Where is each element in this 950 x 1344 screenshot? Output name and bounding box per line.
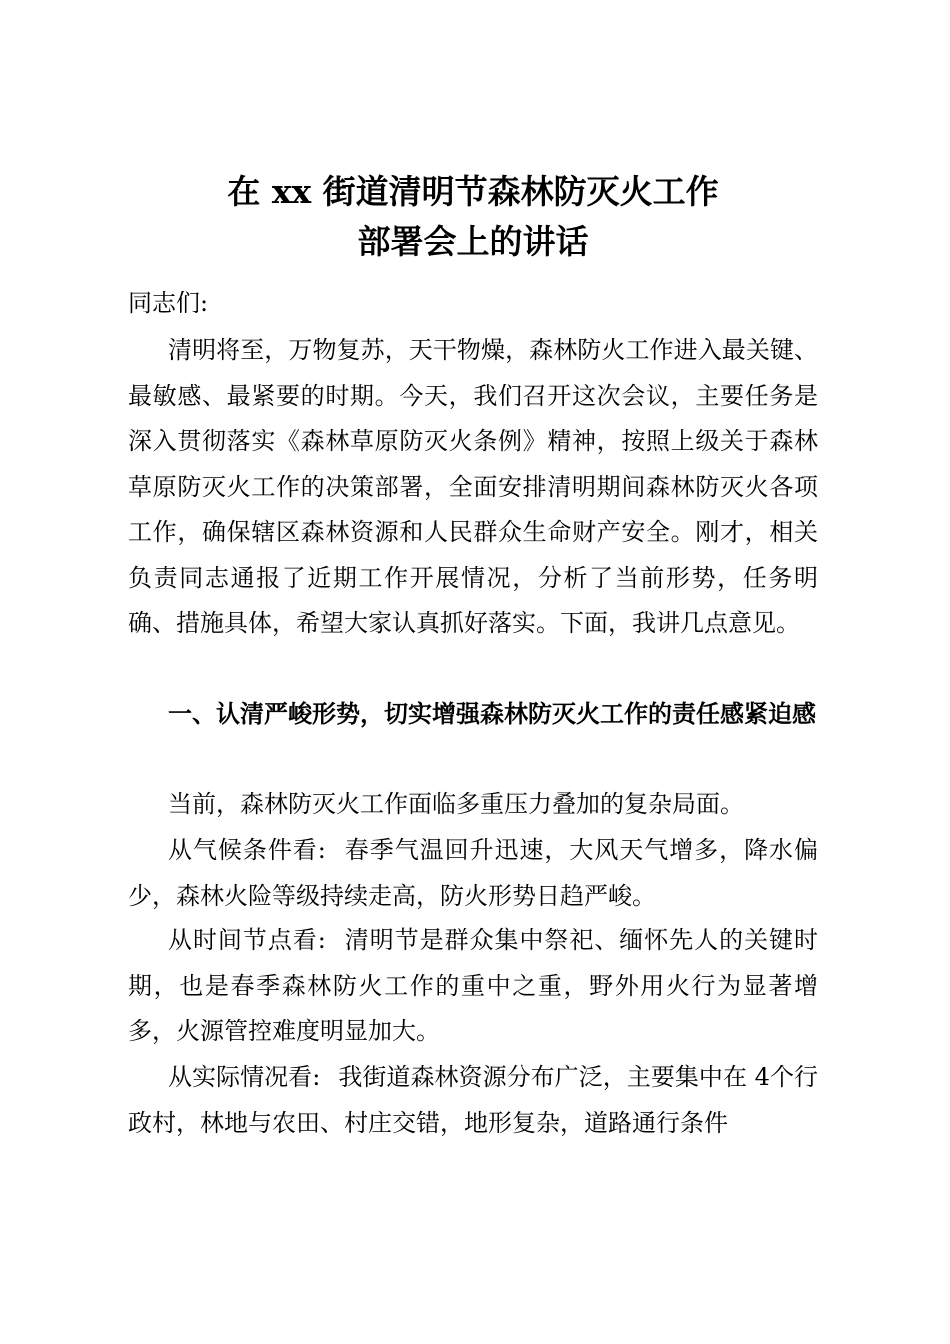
- reality-label: 从实际情况看:: [168, 1063, 321, 1091]
- section1-lead-paragraph: 当前，森林防灭火工作面临多重压力叠加的复杂局面。: [168, 790, 744, 818]
- reality-text: 我街道森林资源分布广泛，主要集中在 4个行政村，林地与农田、村庄交错，地形复杂，道路通行条件: [128, 1063, 818, 1137]
- document-title-line2: 部署会上的讲话: [357, 222, 589, 261]
- intro-paragraph: 清明将至，万物复苏，天干物燥，森林防火工作进入最关键、最敏感、最紧要的时期。今天，我们召开这次会议，主要任务是深入贯彻落实《森林草原防灭火条例》精神，按照上级关于森林草原防灭火工作的决策部署，全面安排清明期间森林防灭火各项工作，确保辖区森林资源和人民群众生命财产安全。刚才，相关负责同志通报了近期工作开展情况，分析了当前形势，任务明确、措施具体，希望大家认真抓好落实。下面，我讲几点意见。: [128, 336, 818, 637]
- climate-text: 春季气温回升迅速，大风天气增多，降水偏少，森林火险等级持续走高，防火形势日趋严峻。: [128, 836, 818, 910]
- salutation: 同志们:: [128, 289, 209, 317]
- timing-paragraph: [128, 918, 818, 1055]
- timing-label: 从时间节点看:: [168, 926, 326, 954]
- climate-label: 从气候条件看:: [168, 836, 326, 864]
- document-title-line1: 在 xx 街道清明节森林防灭火工作: [227, 172, 719, 211]
- section1-heading: 一、认清严峻形势，切实增强森林防灭火工作的责任感紧迫感: [168, 700, 816, 728]
- reality-paragraph: [128, 1055, 818, 1146]
- timing-text: 清明节是群众集中祭祀、缅怀先人的关键时期，也是春季森林防火工作的重中之重，野外用火行为显著增多，火源管控难度明显加大。: [128, 926, 818, 1045]
- climate-paragraph: [128, 828, 818, 919]
